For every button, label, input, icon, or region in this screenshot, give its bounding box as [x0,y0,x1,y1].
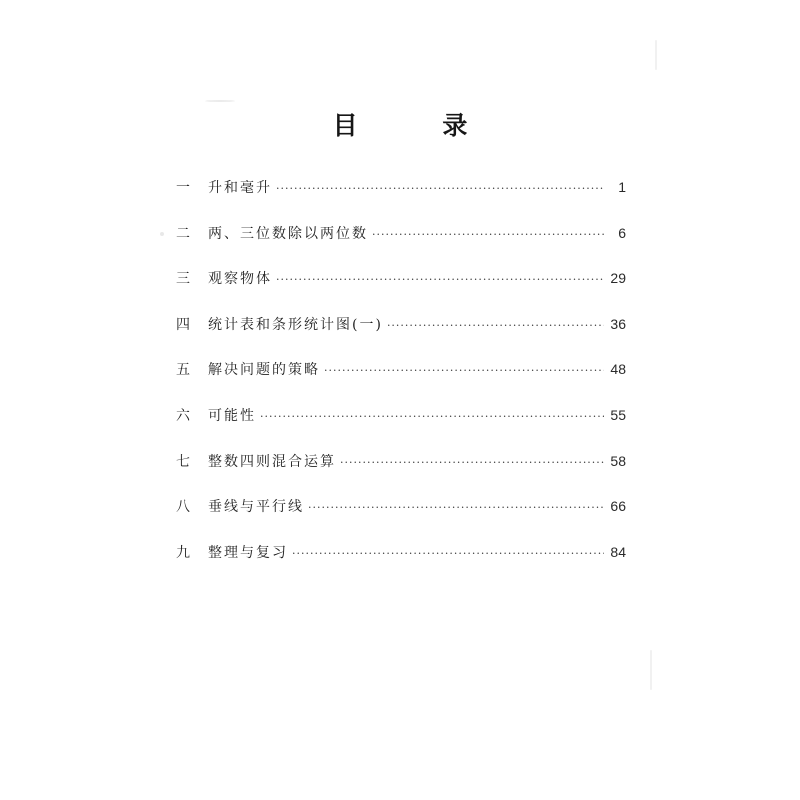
dot-leader [372,228,604,241]
chapter-title: 统计表和条形统计图(一) [208,316,383,333]
toc-entry[interactable] [176,451,626,497]
page-number: 48 [610,361,626,378]
scan-speck [650,650,652,690]
scan-speck [655,40,657,70]
page-number: 58 [610,452,626,469]
chapter-title: 整数四则混合运算 [208,453,336,470]
page-number: 55 [610,406,626,423]
chapter-title: 观察物体 [208,271,272,288]
page-title: 目 录 [332,111,506,140]
chapter-number: 三 [176,271,190,288]
toc-entry[interactable] [176,496,626,542]
dot-leader [276,182,604,195]
toc-entry[interactable] [176,405,626,451]
page-number: 1 [618,179,626,195]
chapter-title: 解决问题的策略 [208,362,320,379]
chapter-number: 一 [176,180,190,196]
chapter-number: 六 [176,407,190,424]
chapter-title: 整理与复习 [208,544,288,561]
table-of-contents [176,177,626,587]
dot-leader [292,547,604,560]
dot-leader [340,456,604,469]
chapter-number: 四 [176,316,190,333]
dot-leader [260,410,604,423]
chapter-number: 七 [176,453,190,470]
chapter-title: 可能性 [208,407,256,424]
toc-entry[interactable] [176,268,626,314]
chapter-number: 九 [176,544,190,561]
dot-leader [324,364,604,377]
page-number: 6 [618,224,626,241]
dot-leader [387,319,604,332]
chapter-title: 垂线与平行线 [208,499,304,516]
page-number: 29 [610,270,626,287]
page-number: 36 [610,315,626,332]
chapter-number: 二 [176,225,190,242]
chapter-number: 八 [176,499,190,516]
chapter-number: 五 [176,362,190,379]
scan-speck [205,100,235,102]
dot-leader [308,501,604,514]
chapter-title: 升和毫升 [208,180,272,196]
toc-entry[interactable] [176,223,626,269]
page-number: 84 [610,543,626,560]
chapter-title: 两、三位数除以两位数 [208,225,368,242]
page-number: 66 [610,498,626,515]
dot-leader [276,273,604,286]
scan-speck [160,232,164,236]
toc-entry[interactable] [176,314,626,360]
toc-entry[interactable] [176,542,626,588]
toc-entry[interactable] [176,359,626,405]
toc-entry[interactable] [176,177,626,223]
